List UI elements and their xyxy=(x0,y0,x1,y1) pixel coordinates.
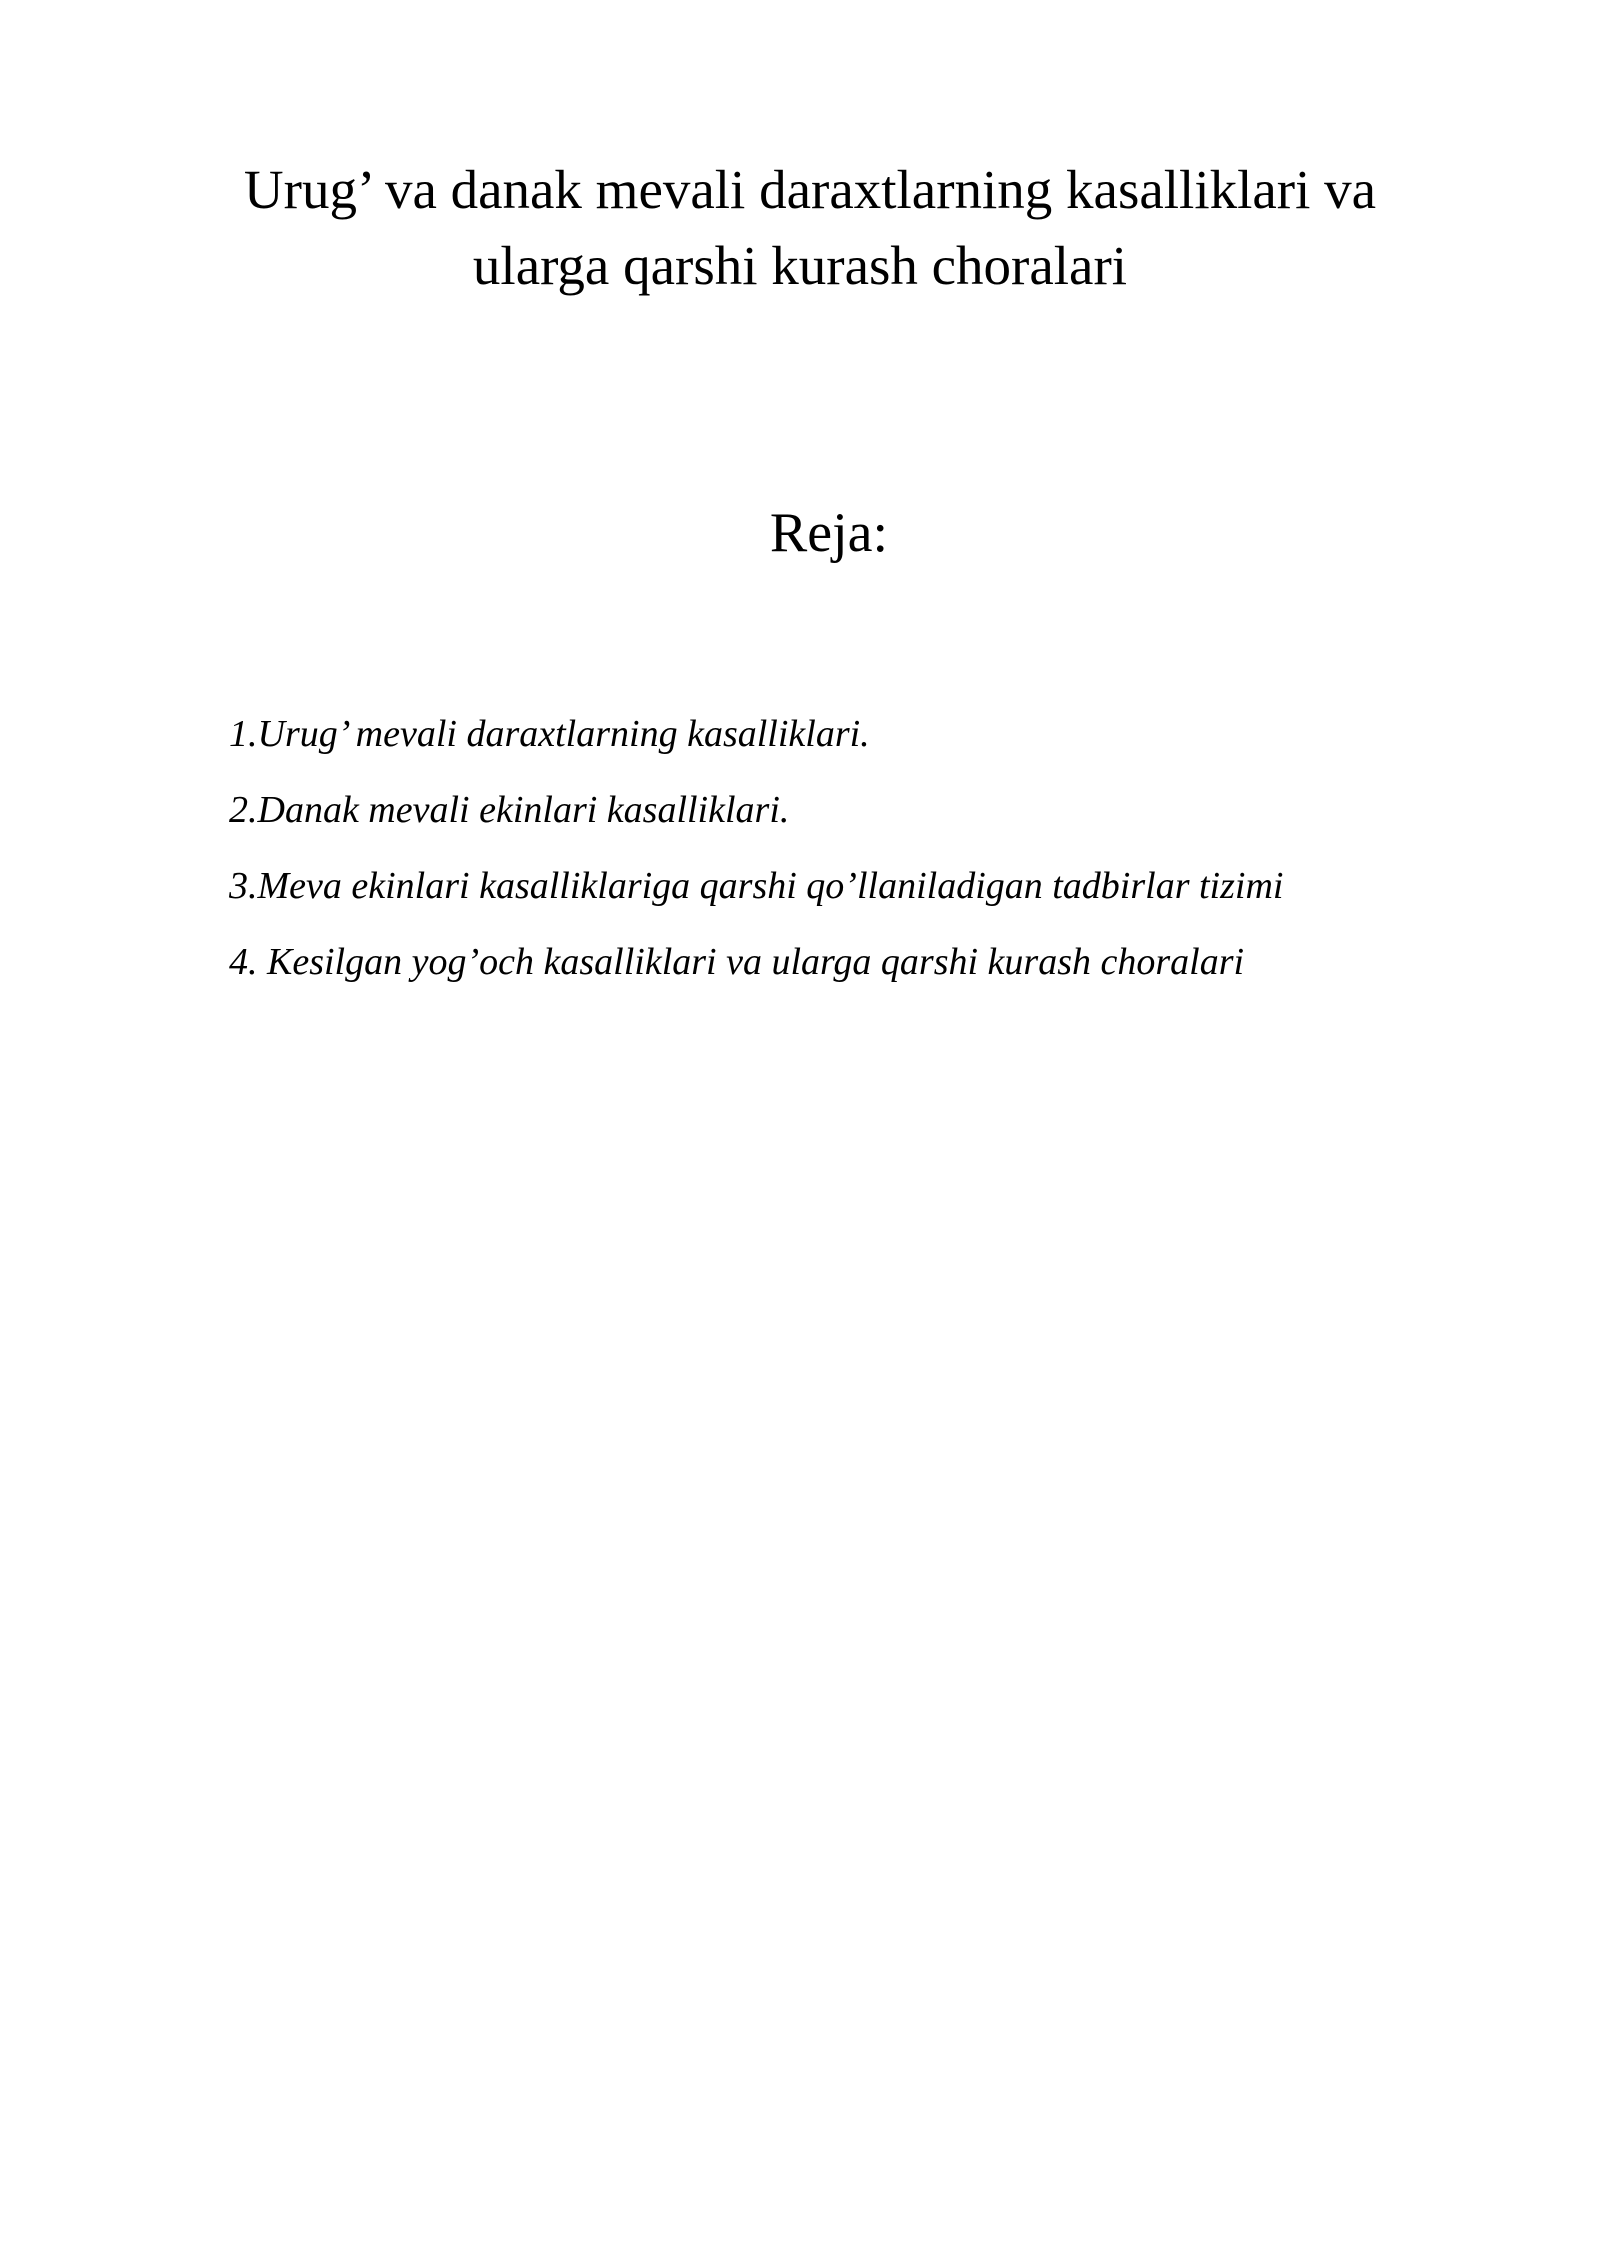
plan-item-3: 3.Meva ekinlari kasalliklariga qarshi qo’llaniladigan tadbirlar tizimi xyxy=(229,865,1284,907)
plan-item-2: 2.Danak mevali ekinlari kasalliklari. xyxy=(229,789,790,831)
plan-list xyxy=(229,696,1283,1000)
plan-item-4: 4. Kesilgan yog’och kasalliklari va ularga qarshi kurash choralari xyxy=(229,941,1245,983)
title-line-1: Urug’ va danak mevali daraxtlarning kasalliklari va xyxy=(243,159,1377,220)
document-title xyxy=(0,152,1600,304)
plan-item-1: 1.Urug’ mevali daraxtlarning kasalliklari. xyxy=(229,713,870,755)
plan-heading: Reja: xyxy=(769,502,889,564)
title-line-2: ularga qarshi kurash choralari xyxy=(472,235,1128,296)
